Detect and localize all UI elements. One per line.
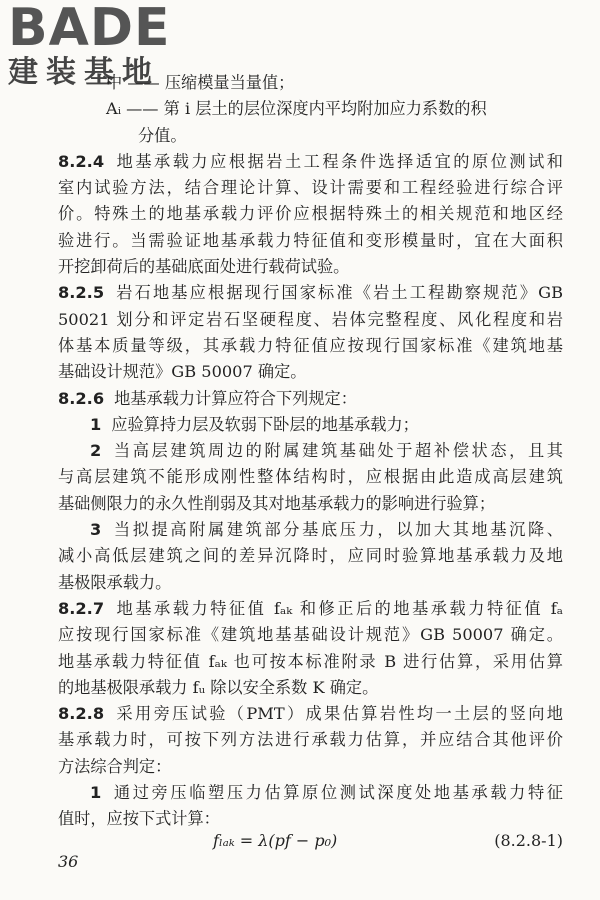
formula-expression: fₗₐₖ = λ(pf − p₀)	[213, 831, 338, 850]
text-line	[58, 754, 563, 780]
line-text: 地基承载力计算应符合下列规定：	[114, 388, 357, 408]
item-number: 1	[90, 783, 102, 803]
line-text: 基极限承载力。	[58, 572, 172, 592]
document-body	[58, 70, 563, 833]
line-text: 地基承载力特征值 fₐₖ 和修正后的地基承载力特征值 fₐ	[114, 598, 563, 618]
text-line	[58, 727, 563, 753]
line-text: 当拟提高附属建筑部分基底压力，以加大其地基沉降、	[111, 520, 563, 540]
logo-wordmark: BADE	[8, 0, 171, 58]
item-number: 3	[90, 520, 102, 540]
line-text: 中 —— 压缩模量当量值；	[106, 73, 295, 92]
text-line	[58, 175, 563, 201]
text-line	[58, 254, 563, 280]
line-text: 基承载力时，可按下列方法进行承载力估算，并应结合其他评价	[58, 730, 563, 750]
line-text: 价。特殊土的地基承载力评价应根据特殊土的相关规范和地区经	[58, 204, 563, 224]
line-text: 与高层建筑不能形成刚性整体结构时，应根据由此造成高层建筑	[58, 467, 563, 487]
text-line	[58, 359, 563, 385]
text-line	[58, 780, 563, 806]
line-text: 体基本质量等级，其承载力特征值应按现行国家标准《建筑地基	[58, 335, 563, 355]
text-line	[58, 412, 563, 438]
line-text: 室内试验方法，结合理论计算、设计需要和工程经验进行综合评	[58, 178, 563, 198]
clause-number: 8.2.4	[58, 151, 105, 171]
clause-line	[58, 596, 563, 622]
text-line	[58, 123, 563, 149]
line-text: 当高层建筑周边的附属建筑基础处于超补偿状态，且其	[111, 441, 563, 461]
text-line	[58, 228, 563, 254]
line-text: 应按现行国家标准《建筑地基基础设计规范》GB 50007 确定。	[58, 625, 563, 645]
line-text: 验进行。当需验证地基承载力特征值和变形模量时，宜在大面积	[58, 230, 563, 250]
formula-number: (8.2.8-1)	[494, 831, 563, 850]
line-text: 应验算持力层及软弱下卧层的地基承载力；	[111, 414, 419, 434]
line-text: 基础设计规范》GB 50007 确定。	[58, 362, 307, 382]
text-line	[58, 543, 563, 569]
text-line	[58, 201, 563, 227]
line-text: 岩石地基应根据现行国家标准《岩土工程勘察规范》GB	[114, 283, 563, 303]
line-text: 的地基极限承载力 fᵤ 除以安全系数 K 确定。	[58, 677, 379, 697]
line-text: 采用旁压试验（PMT）成果估算岩性均一土层的竖向地	[114, 704, 563, 724]
line-text: 50021 划分和评定岩石坚硬程度、岩体完整程度、风化程度和岩	[58, 309, 563, 329]
line-text: 基础侧限力的永久性削弱及其对地基承载力的影响进行验算；	[58, 493, 496, 513]
page-number: 36	[58, 852, 79, 871]
clause-number: 8.2.6	[58, 388, 105, 408]
line-text: 地基承载力应根据岩土工程条件选择适宜的原位测试和	[114, 151, 563, 171]
clause-number: 8.2.5	[58, 283, 105, 303]
text-line	[58, 517, 563, 543]
text-line	[58, 570, 563, 596]
line-text: 开挖卸荷后的基础底面处进行载荷试验。	[58, 257, 350, 277]
line-text: 地基承载力特征值 fₐₖ 也可按本标准附录 B 进行估算，采用估算	[58, 651, 563, 671]
text-line	[58, 70, 563, 96]
clause-number: 8.2.8	[58, 704, 105, 724]
line-text: 方法综合判定：	[58, 756, 172, 776]
text-line	[58, 96, 563, 122]
line-text: 分值。	[138, 125, 187, 145]
clause-line	[58, 280, 563, 306]
formula-8-2-8-1	[58, 826, 563, 856]
line-text: 减小高低层建筑之间的差异沉降时，应同时验算地基承载力及地	[58, 546, 563, 566]
clause-line	[58, 149, 563, 175]
text-line	[58, 464, 563, 490]
line-text: Aᵢ —— 第 i 层土的层位深度内平均附加应力系数的积	[106, 99, 487, 119]
text-line	[58, 622, 563, 648]
item-number: 2	[90, 441, 102, 461]
text-line	[58, 307, 563, 333]
text-line	[58, 649, 563, 675]
text-line	[58, 333, 563, 359]
clause-number: 8.2.7	[58, 598, 105, 618]
clause-line	[58, 701, 563, 727]
item-number: 1	[90, 414, 102, 434]
logo-subtitle: 建装基地	[8, 55, 160, 90]
line-text: 值时，应按下式计算：	[58, 809, 220, 829]
text-line	[58, 438, 563, 464]
line-text: 通过旁压临塑压力估算原位测试深度处地基承载力特征	[111, 783, 563, 803]
text-line	[58, 675, 563, 701]
clause-line	[58, 386, 563, 412]
text-line	[58, 491, 563, 517]
